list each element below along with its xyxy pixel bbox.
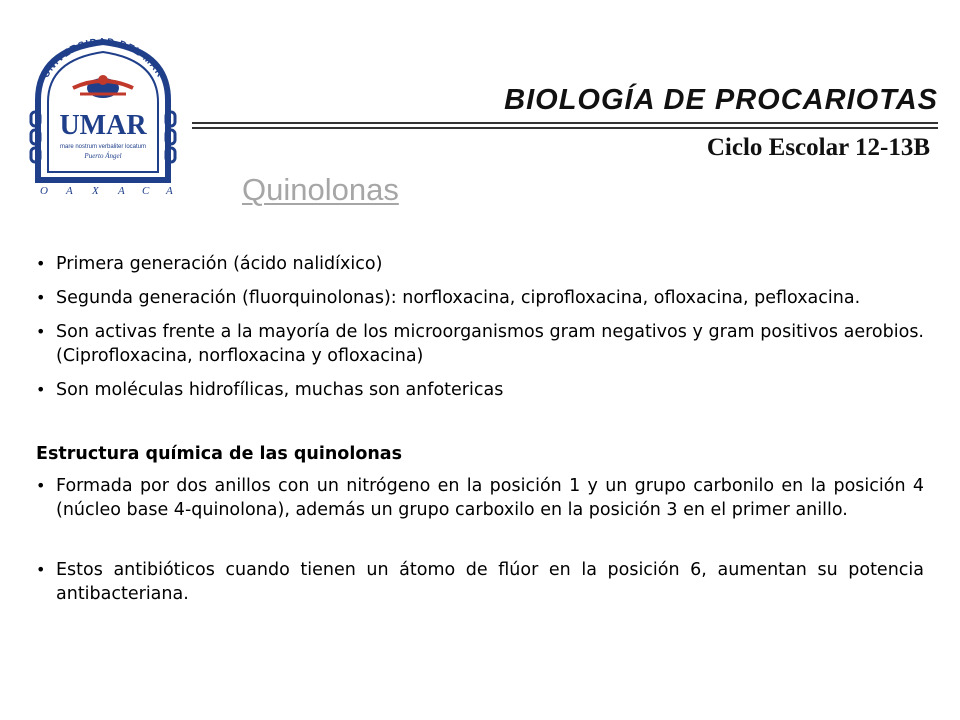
course-title: BIOLOGÍA DE PROCARIOTAS: [504, 84, 938, 116]
slide-content: [36, 252, 924, 606]
logo-arc-text: UNIVERSIDAD DEL MAR: [40, 36, 166, 80]
university-logo: [18, 30, 188, 200]
svg-text:A: A: [166, 185, 173, 197]
logo-motto: mare nostrum verbaliter locatum: [59, 144, 147, 150]
generations-list: [36, 252, 924, 402]
bullet-icon: •: [36, 288, 46, 307]
bullet-icon: •: [36, 322, 46, 341]
bullet-icon: •: [36, 476, 46, 495]
logo-emblem: [73, 75, 133, 98]
svg-text:A: A: [66, 185, 73, 197]
svg-text:A: A: [118, 185, 125, 197]
list-item: • Son activas frente a la mayoría de los microorganismos gram negativos y gram positivos aerobios. (Ciprofloxacina, norfloxacina y ofloxacina): [36, 322, 924, 366]
list-item: • Primera generación (ácido nalidíxico): [36, 254, 383, 274]
bullet-icon: •: [36, 254, 46, 273]
list-item: • Son moléculas hidrofílicas, muchas son anfotericas: [36, 380, 504, 400]
bullet-icon: •: [36, 560, 46, 579]
header-rule-top: [192, 122, 938, 124]
svg-text:C: C: [142, 185, 150, 197]
structure-heading: Estructura química de las quinolonas: [36, 444, 403, 464]
logo-state: [40, 185, 173, 197]
logo-place: Puerto Ángel: [84, 152, 122, 160]
list-item: • Formada por dos anillos con un nitrógeno en la posición 1 y un grupo carbonilo en la posición 4 (núcleo base 4-quinolona), además un grupo carboxilo en la posición 3 en el primer anillo.: [36, 476, 924, 520]
header-rule-bottom: [192, 127, 938, 129]
list-item: • Segunda generación (fluorquinolonas): norfloxacina, ciprofloxacina, ofloxacina, pefloxacina.: [36, 288, 861, 308]
svg-text:UNIVERSIDAD DEL MAR: [40, 37, 165, 80]
school-cycle: Ciclo Escolar 12-13B: [706, 134, 930, 161]
logo-initials: UMAR: [59, 110, 147, 141]
bullet-icon: •: [36, 380, 46, 399]
slide-title: Quinolonas: [242, 172, 399, 207]
svg-text:X: X: [92, 185, 99, 197]
structure-list: [36, 474, 924, 606]
list-item: • Estos antibióticos cuando tienen un átomo de flúor en la posición 6, aumentan su potencia antibacteriana.: [36, 560, 924, 604]
svg-text:O: O: [40, 185, 48, 197]
